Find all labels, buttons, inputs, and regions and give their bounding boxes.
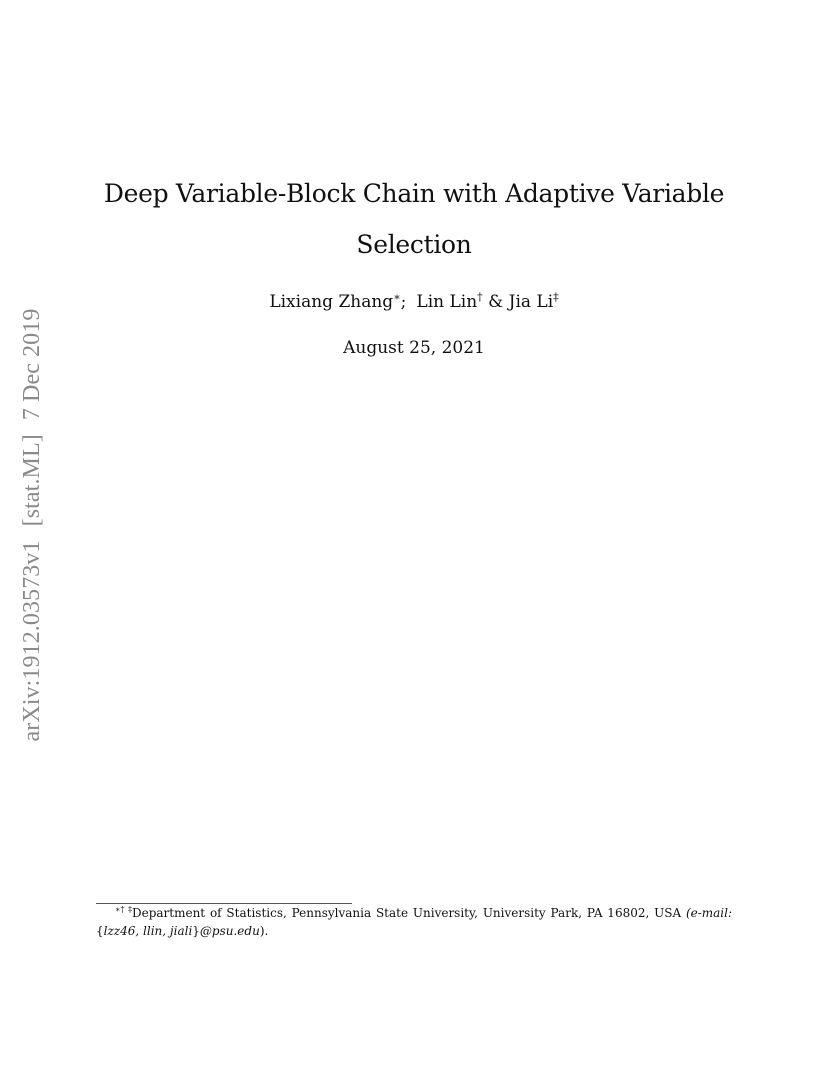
footnote-email-domain: @psu.edu — [199, 924, 260, 938]
footnote-emails: lzz46, llin, jiali — [103, 924, 193, 938]
arxiv-category: [stat.ML] — [19, 434, 45, 527]
arxiv-date: 7 Dec 2019 — [19, 308, 45, 421]
author-list — [84, 290, 744, 314]
footnote-marks: ∗† ‡ — [115, 905, 132, 914]
author-name: Lin Lin — [416, 292, 478, 312]
title-line-1: Deep Variable-Block Chain with Adaptive Variable — [103, 179, 725, 208]
footnote-email-label: (e-mail: — [685, 906, 733, 920]
footnote-email-close: ). — [259, 924, 269, 938]
arxiv-id: arXiv:1912.03573v1 — [19, 540, 45, 742]
author-footnote-mark: ‡ — [553, 290, 559, 304]
author-footnote-mark: † — [477, 290, 483, 304]
email-open-brace: { — [96, 924, 104, 938]
footnote-affiliation: Department of Statistics, Pennsylvania State University, University Park, PA 16802, USA — [131, 906, 682, 920]
author-name: Lixiang Zhang — [269, 292, 394, 312]
paper-date: August 25, 2021 — [343, 338, 485, 358]
footnote-line-1 — [96, 904, 732, 922]
footnote-line-2 — [96, 922, 732, 940]
author-name: Jia Li — [508, 292, 554, 312]
email-close-brace: } — [192, 924, 200, 938]
paper-title — [84, 168, 744, 270]
arxiv-identifier-stamp — [18, 285, 46, 765]
author-footnote-mark: ∗ — [393, 290, 401, 304]
author-separator: ; — [400, 292, 407, 312]
affiliation-footnote — [96, 904, 732, 940]
title-line-2: Selection — [356, 230, 472, 259]
author-conjunction: & — [488, 292, 504, 312]
